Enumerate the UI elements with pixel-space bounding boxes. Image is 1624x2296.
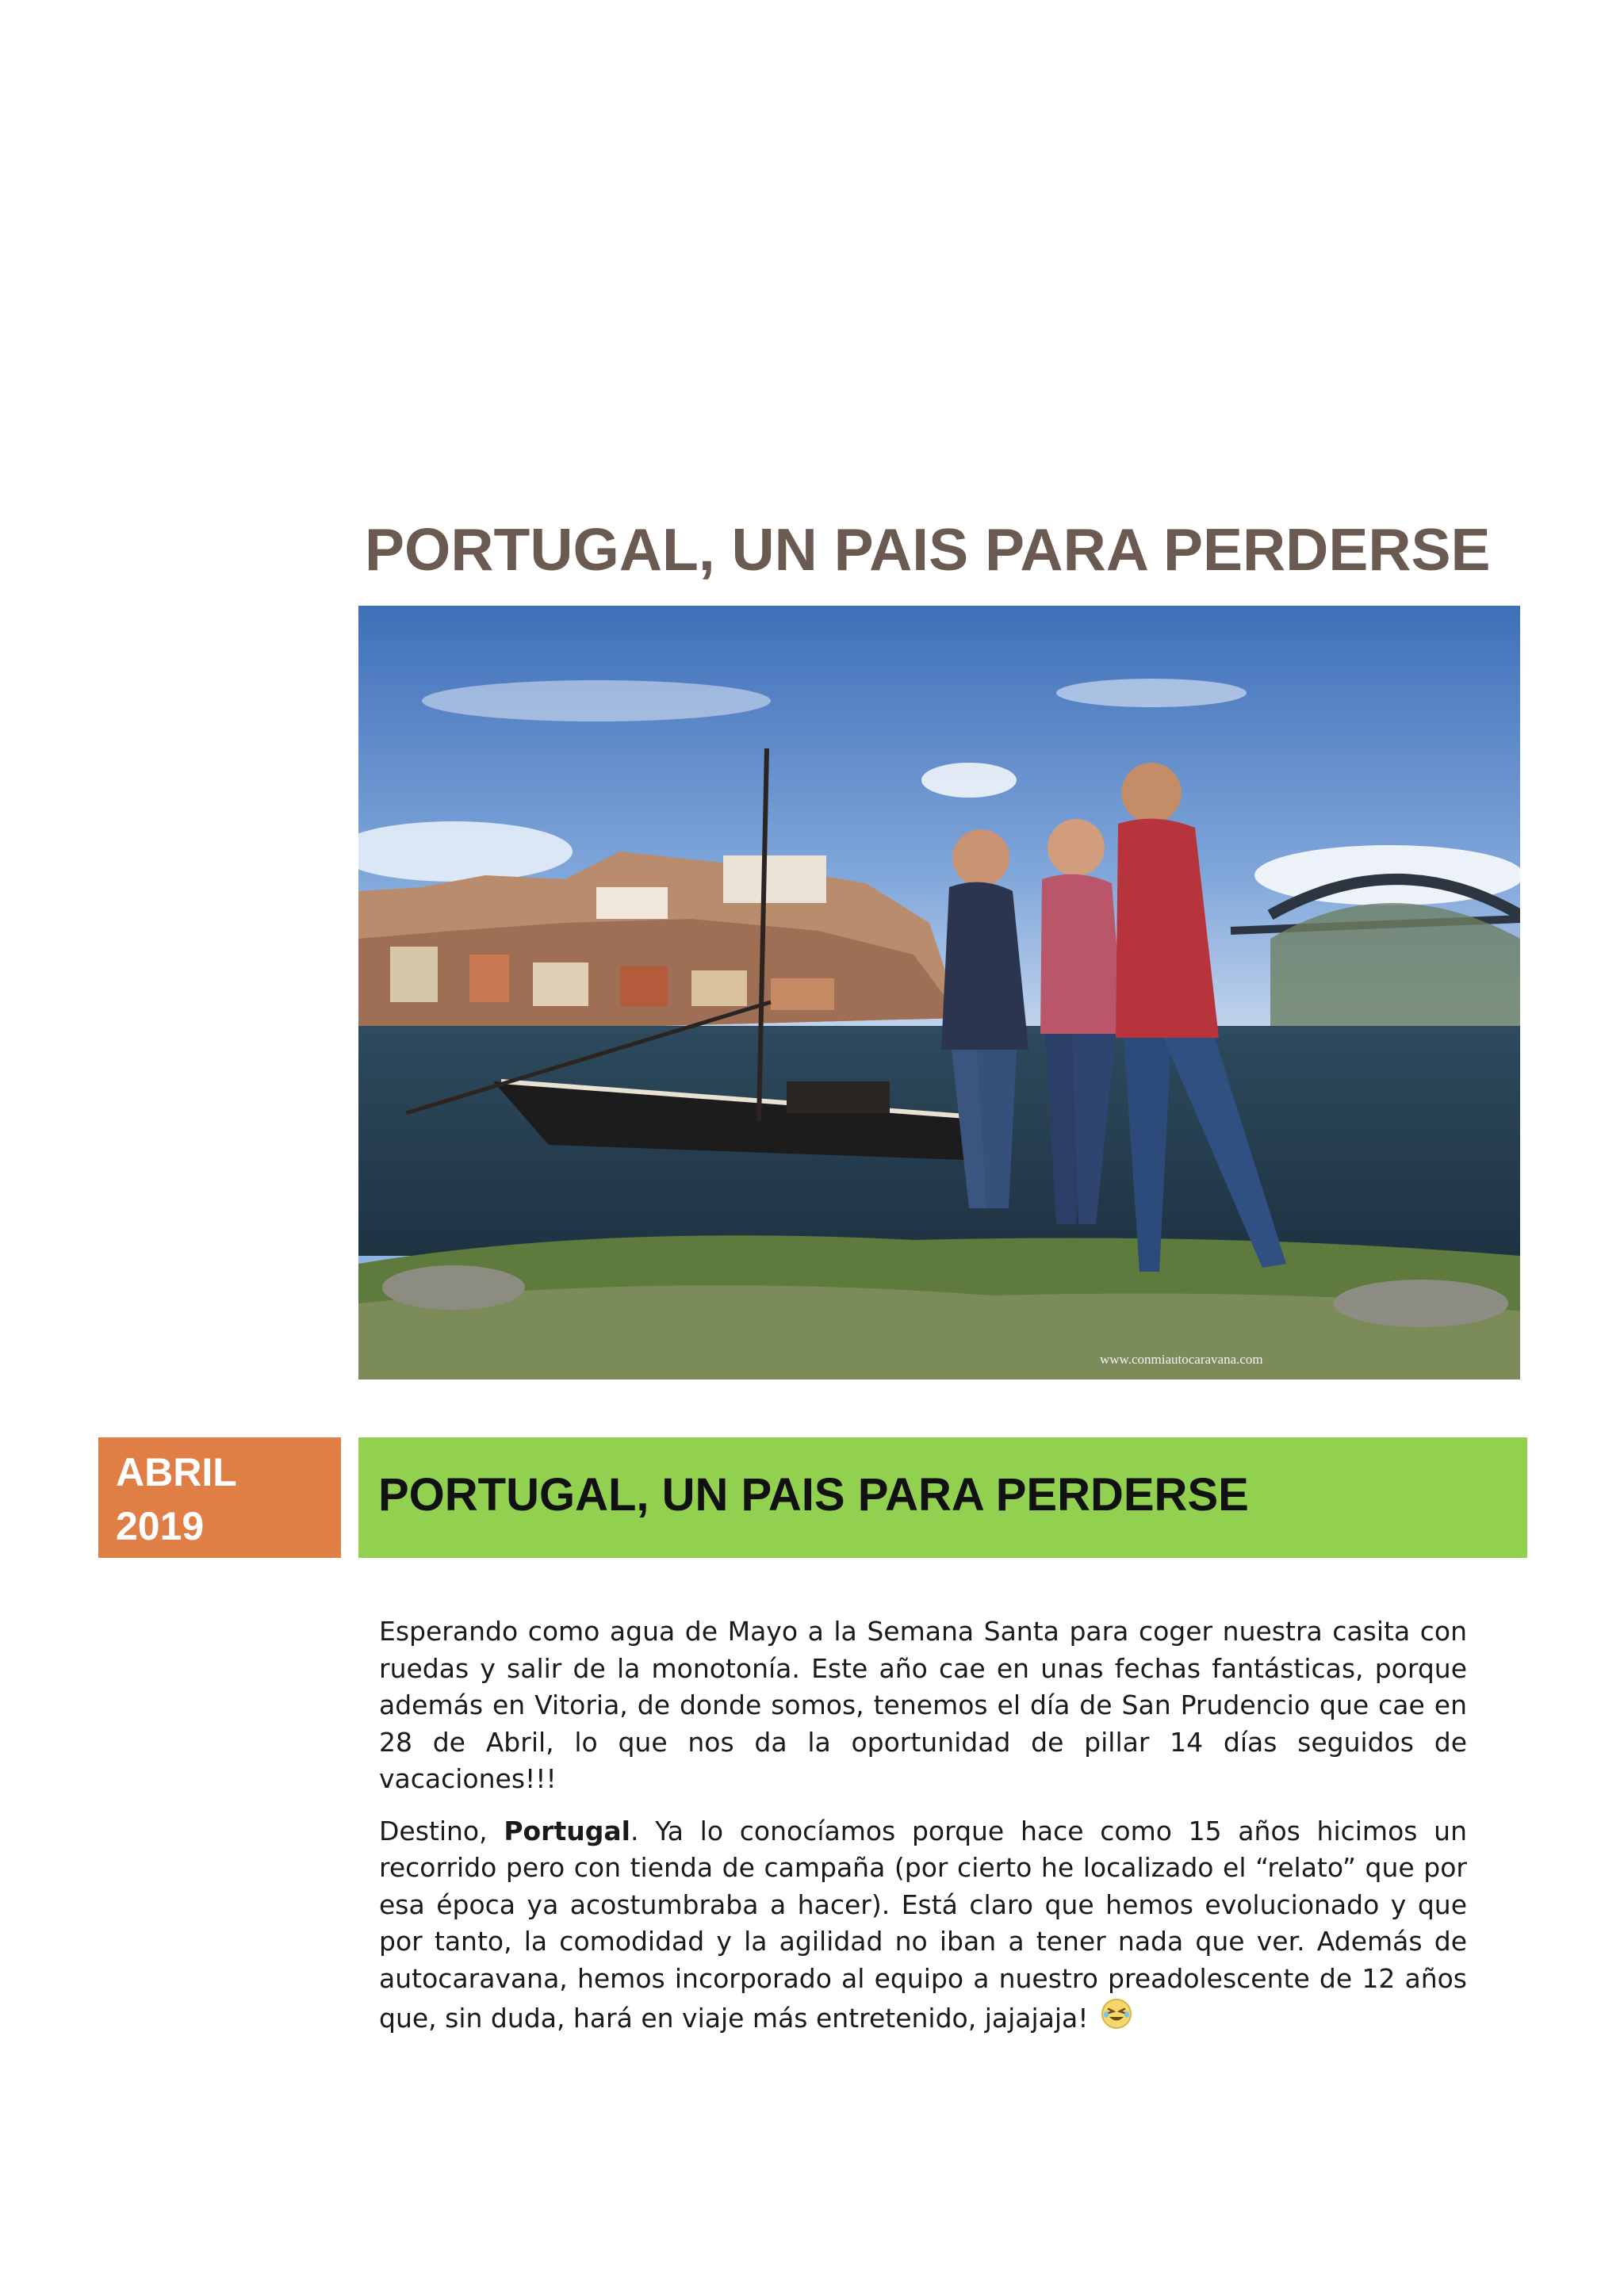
hero-watermark: www.conmiautocaravana.com [1100, 1352, 1263, 1367]
paragraph-2 [379, 1813, 1467, 2038]
date-year: 2019 [116, 1504, 205, 1548]
paragraph-1: Esperando como agua de Mayo a la Semana Santa para coger nuestra casita con ruedas y salir de la monotonía. Este año cae en unas fechas fantásticas, porque además en Vitoria, de donde somos, tenemos el día de San Prudencio que cae en 28 de Abril, lo que nos da la oportunidad de pillar 14 días seguidos de vacaciones!!! [379, 1616, 1467, 1794]
date-box [98, 1437, 341, 1558]
title-banner [358, 1437, 1527, 1558]
hero-photo [358, 606, 1520, 1380]
paragraph-2-lead: Destino, [379, 1815, 504, 1846]
paragraph-2-rest: . Ya lo conocíamos porque hace como 15 años hicimos un recorrido pero con tienda de campaña (por cierto he localizado el “relato” que por esa época ya acostumbraba a hacer). Está claro que hemos evolucionado y que por tanto, la comodidad y la agilidad no iban a tener nada que ver. Además de autocaravana, hemos incorporado al equipo a nuestro preadolescente de 12 años que, sin duda, hará en viaje más entretenido, jajajaja! [379, 1815, 1467, 2034]
banner-title: PORTUGAL, UN PAIS PARA PERDERSE [378, 1469, 1249, 1521]
date-month: ABRIL [116, 1450, 237, 1494]
hero-photo-illustration [358, 606, 1520, 1380]
laughing-face-emoji-icon [1100, 1997, 1133, 2030]
destination-name: Portugal [504, 1815, 630, 1846]
article-body [379, 1613, 1467, 2053]
document-title: PORTUGAL, UN PAIS PARA PERDERSE [365, 516, 1491, 583]
